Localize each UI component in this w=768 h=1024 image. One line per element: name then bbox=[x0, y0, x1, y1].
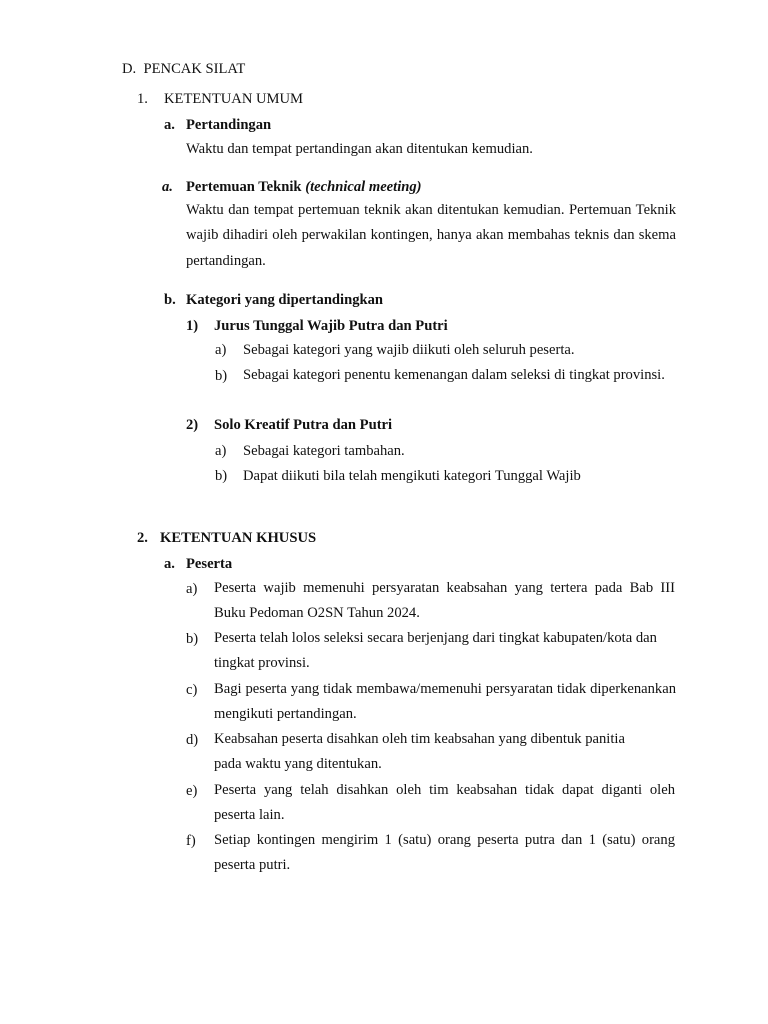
kategori-item-marker: 1) bbox=[186, 318, 199, 334]
peserta-item-text: Keabsahan peserta disahkan oleh tim keabsahan yang dibentuk panitia pada waktu yang ditentukan. bbox=[214, 731, 625, 773]
technical-title: Pertemuan Teknik bbox=[186, 179, 302, 195]
section-heading bbox=[122, 60, 245, 78]
peserta-marker: a. bbox=[164, 556, 175, 572]
kategori-marker: b. bbox=[164, 292, 176, 308]
umum-title: KETENTUAN UMUM bbox=[164, 91, 304, 107]
khusus-number: 2. bbox=[137, 530, 148, 546]
umum-number: 1. bbox=[137, 91, 148, 107]
kategori-item-title: Solo Kreatif Putra dan Putri bbox=[214, 417, 393, 433]
peserta-item-text: Peserta wajib memenuhi persyaratan keabsahan yang tertera pada Bab III Buku Pedoman O2SN Tahun 2024. bbox=[214, 580, 675, 622]
peserta-item-marker: b) bbox=[186, 631, 199, 647]
peserta-item-text: Peserta telah lolos seleksi secara berjenjang dari tingkat kabupaten/kota dan tingkat provinsi. bbox=[214, 630, 657, 672]
section-title: PENCAK SILAT bbox=[143, 61, 246, 77]
peserta-item-text: Bagi peserta yang tidak membawa/memenuhi persyaratan tidak diperkenankan mengikuti pertandingan. bbox=[214, 681, 676, 723]
subitem-text: Sebagai kategori penentu kemenangan dalam seleksi di tingkat provinsi. bbox=[243, 367, 665, 383]
peserta-title: Peserta bbox=[186, 556, 233, 572]
kategori-item-title: Jurus Tunggal Wajib Putra dan Putri bbox=[214, 318, 448, 334]
technical-marker: a. bbox=[162, 179, 173, 195]
subitem-marker: b) bbox=[215, 368, 228, 384]
pertandingan-marker: a. bbox=[164, 117, 175, 133]
pertandingan-text: Waktu dan tempat pertandingan akan ditentukan kemudian. bbox=[186, 141, 533, 157]
technical-heading bbox=[186, 178, 422, 196]
pertandingan-title: Pertandingan bbox=[186, 117, 272, 133]
technical-text: Waktu dan tempat pertemuan teknik akan ditentukan kemudian. Pertemuan Teknik wajib dihadiri oleh perwakilan kontingen, hanya akan membahas teknis dan skema pertandingan. bbox=[186, 202, 676, 269]
section-marker: D. bbox=[122, 61, 137, 77]
peserta-item-marker: d) bbox=[186, 732, 199, 748]
subitem-text: Sebagai kategori tambahan. bbox=[243, 443, 405, 459]
subitem-text: Sebagai kategori yang wajib diikuti oleh seluruh peserta. bbox=[243, 342, 575, 358]
peserta-item-marker: c) bbox=[186, 682, 198, 698]
peserta-item-marker: a) bbox=[186, 581, 198, 597]
subitem-text: Dapat diikuti bila telah mengikuti kategori Tunggal Wajib bbox=[243, 468, 581, 484]
peserta-item-marker: e) bbox=[186, 783, 198, 799]
peserta-item-text: Setiap kontingen mengirim 1 (satu) orang peserta putra dan 1 (satu) orang peserta putri. bbox=[214, 832, 675, 874]
khusus-title: KETENTUAN KHUSUS bbox=[160, 530, 317, 546]
kategori-title: Kategori yang dipertandingkan bbox=[186, 292, 384, 308]
subitem-marker: a) bbox=[215, 342, 227, 358]
kategori-item-marker: 2) bbox=[186, 417, 199, 433]
peserta-item-text: Peserta yang telah disahkan oleh tim keabsahan tidak dapat diganti oleh peserta lain. bbox=[214, 782, 675, 824]
peserta-item-marker: f) bbox=[186, 833, 196, 849]
technical-title-italic: (technical meeting) bbox=[305, 179, 422, 195]
subitem-marker: b) bbox=[215, 468, 228, 484]
subitem-marker: a) bbox=[215, 443, 227, 459]
